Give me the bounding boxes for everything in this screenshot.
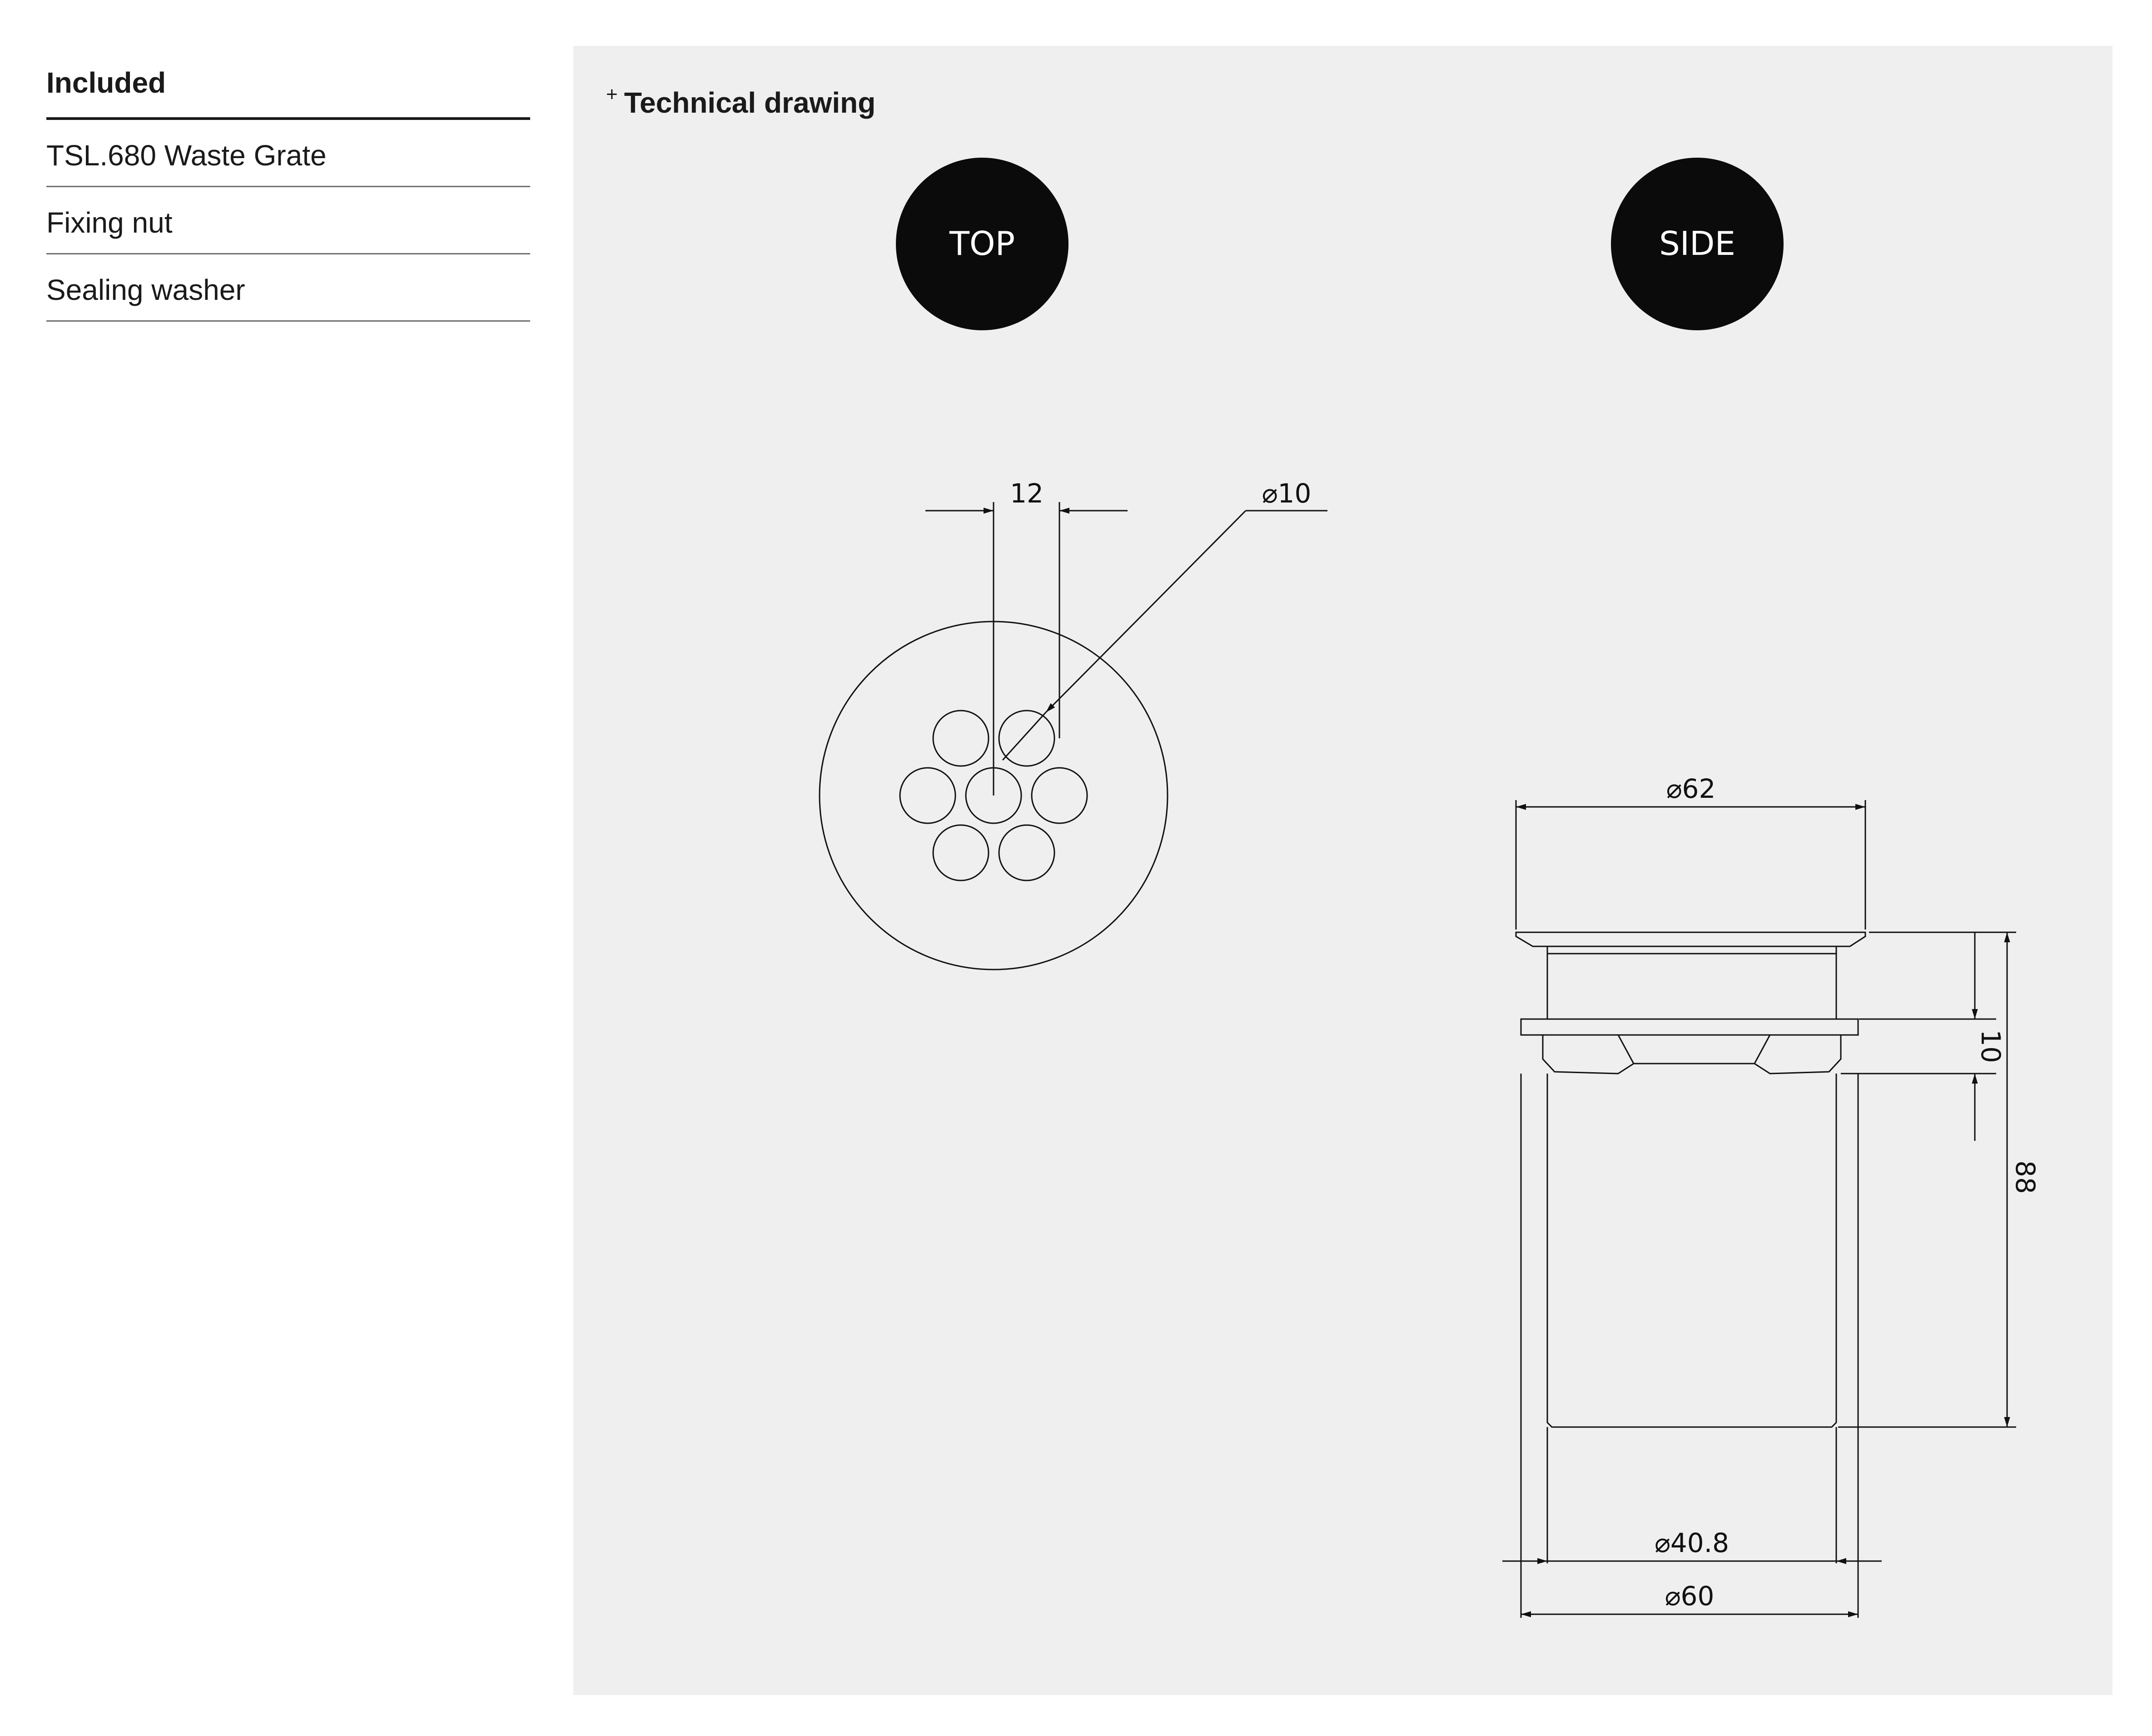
technical-drawing-panel: [573, 46, 2112, 1695]
dim-nut-diameter-label: ⌀60: [1665, 1581, 1715, 1612]
dim-hole-diameter: [1003, 478, 1327, 760]
technical-drawing-title: Technical drawing: [624, 86, 876, 119]
top-view-label: TOP: [949, 224, 1015, 263]
top-view-badge: [896, 158, 1069, 330]
dim-hole-diameter-label: ⌀10: [1262, 478, 1312, 509]
flange-step: [1547, 946, 1836, 954]
waste-body: [1547, 1074, 1836, 1427]
grate-flange: [1516, 932, 1865, 946]
dim-overall-height-label: 88: [2010, 1160, 2041, 1194]
included-list: [46, 59, 530, 322]
dim-body-diameter-label: ⌀40.8: [1654, 1527, 1730, 1558]
dim-top-diameter-label: ⌀62: [1666, 773, 1716, 804]
plus-icon: +: [606, 83, 618, 105]
included-item-sealing-washer: Sealing washer: [46, 254, 530, 322]
included-item-fixing-nut: Fixing nut: [46, 187, 530, 254]
included-heading: Included: [46, 59, 530, 120]
side-view: [1502, 773, 2041, 1618]
top-view: [820, 478, 1327, 970]
side-view-badge: [1611, 158, 1784, 330]
dim-hole-pitch: [925, 478, 1128, 796]
dim-top-diameter: [1516, 773, 1865, 930]
dim-nut-thickness-label: 10: [1975, 1030, 2006, 1063]
technical-drawing: [573, 46, 2112, 1695]
dim-body-diameter: [1502, 1427, 1882, 1563]
fixing-nut: [1543, 1035, 1841, 1074]
dim-nut-thickness: [1841, 932, 2006, 1141]
included-item-waste-grate: TSL.680 Waste Grate: [46, 120, 530, 187]
dim-hole-pitch-label: 12: [1010, 478, 1044, 509]
side-view-label: SIDE: [1659, 224, 1735, 263]
sealing-washer: [1521, 1019, 1858, 1035]
dim-overall-height: [1838, 932, 2041, 1427]
